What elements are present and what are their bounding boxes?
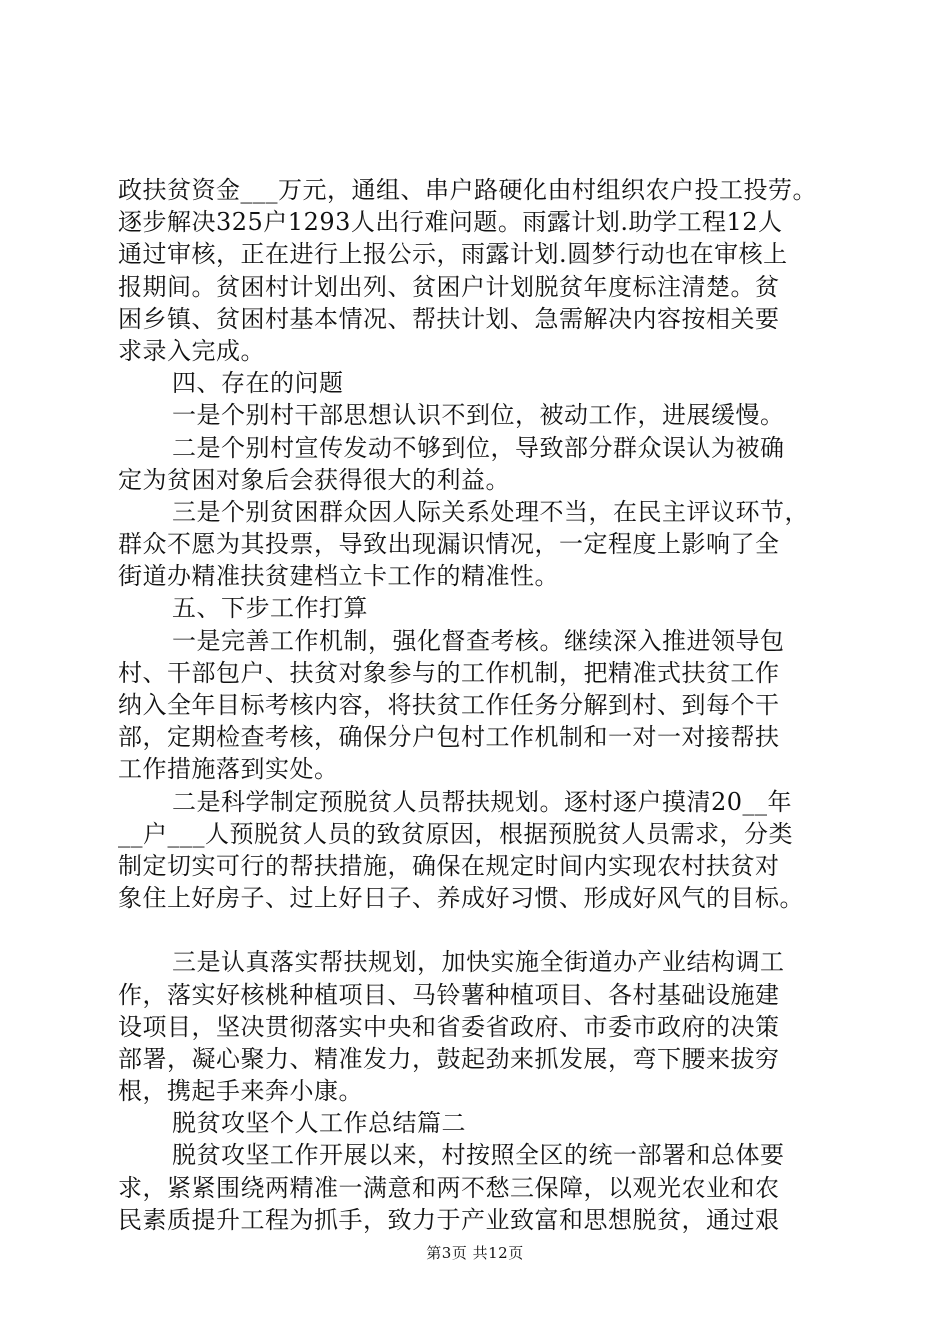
text-line: 象住上好房子、过上好日子、养成好习惯、形成好风气的目标。 [118, 884, 804, 913]
paragraph [118, 786, 838, 915]
text-line: 逐步解决325户1293人出行难问题。雨露计划.助学工程12人 [118, 208, 783, 237]
heading-text: 四、存在的问题 [172, 369, 344, 398]
text-line: 定为贫困对象后会获得很大的利益。 [118, 465, 510, 494]
paragraph [118, 946, 838, 1107]
text-line: 村、干部包户、扶贫对象参与的工作机制，把精准式扶贫工作 [118, 658, 780, 687]
text-line: 三是个别贫困群众因人际关系处理不当，在民主评议环节， [172, 497, 809, 526]
section-heading [118, 367, 838, 399]
text-line: 二是个别村宣传发动不够到位，导致部分群众误认为被确 [172, 433, 785, 462]
text-line: 工作措施落到实处。 [118, 755, 339, 784]
document-body [118, 174, 838, 1236]
page-number: 第3页 共12页 [426, 1244, 524, 1262]
text-line: 求，紧紧围绕两精准一满意和两不愁三保障，以观光农业和农 [118, 1173, 780, 1202]
text-line: 求录入完成。 [118, 336, 265, 365]
text-line: 部，定期检查考核，确保分户包村工作机制和一对一对接帮扶 [118, 723, 780, 752]
text-line: 街道办精准扶贫建档立卡工作的精准性。 [118, 562, 559, 591]
text-line: 作，落实好核桃种植项目、马铃薯种植项目、各村基础设施建 [118, 980, 780, 1009]
blank-spacer [118, 914, 838, 946]
text-line: 二是科学制定预脱贫人员帮扶规划。逐村逐户摸清20__年 [172, 787, 793, 816]
text-line: 根，携起手来奔小康。 [118, 1077, 363, 1106]
text-line: 困乡镇、贫困村基本情况、帮扶计划、急需解决内容按相关要 [118, 304, 780, 333]
section-heading [118, 1107, 838, 1139]
section-heading [118, 592, 838, 624]
text-line: 纳入全年目标考核内容，将扶贫工作任务分解到村、到每个干 [118, 691, 780, 719]
paragraph [118, 174, 838, 367]
text-line: 设项目，坚决贯彻落实中央和省委省政府、市委市政府的决策 [118, 1012, 780, 1041]
text-line: 三是认真落实帮扶规划，加快实施全街道办产业结构调工 [172, 948, 785, 977]
text-line: 部署，凝心聚力、精准发力，鼓起劲来抓发展，弯下腰来拔穷 [118, 1044, 780, 1073]
text-line: 脱贫攻坚工作开展以来，村按照全区的统一部署和总体要 [172, 1141, 785, 1170]
paragraph [118, 399, 838, 431]
paragraph [118, 625, 838, 786]
page-footer [0, 1242, 950, 1263]
paragraph [118, 432, 838, 496]
text-line: 群众不愿为其投票，导致出现漏识情况，一定程度上影响了全 [118, 530, 780, 559]
text-line: 报期间。贫困村计划出列、贫困户计划脱贫年度标注清楚。贫 [118, 272, 780, 301]
text-line: 制定切实可行的帮扶措施，确保在规定时间内实现农村扶贫对 [118, 851, 780, 880]
text-line: 一是个别村干部思想认识不到位，被动工作，进展缓慢。 [172, 401, 785, 430]
paragraph [118, 496, 838, 593]
heading-text: 五、下步工作打算 [172, 594, 368, 623]
heading-text: 脱贫攻坚个人工作总结篇二 [172, 1109, 466, 1138]
text-line: 政扶贫资金___万元，通组、串户路硬化由村组织农户投工投劳。 [118, 176, 817, 204]
text-line: __户___人预脱贫人员的致贫原因，根据预脱贫人员需求，分类 [118, 819, 793, 848]
text-line: 通过审核，正在进行上报公示，雨露计划.圆梦行动也在审核上 [118, 240, 788, 269]
text-line: 民素质提升工程为抓手，致力于产业致富和思想脱贫，通过艰 [118, 1205, 780, 1234]
text-line: 一是完善工作机制，强化督查考核。继续深入推进领导包 [172, 626, 785, 655]
paragraph [118, 1139, 838, 1236]
